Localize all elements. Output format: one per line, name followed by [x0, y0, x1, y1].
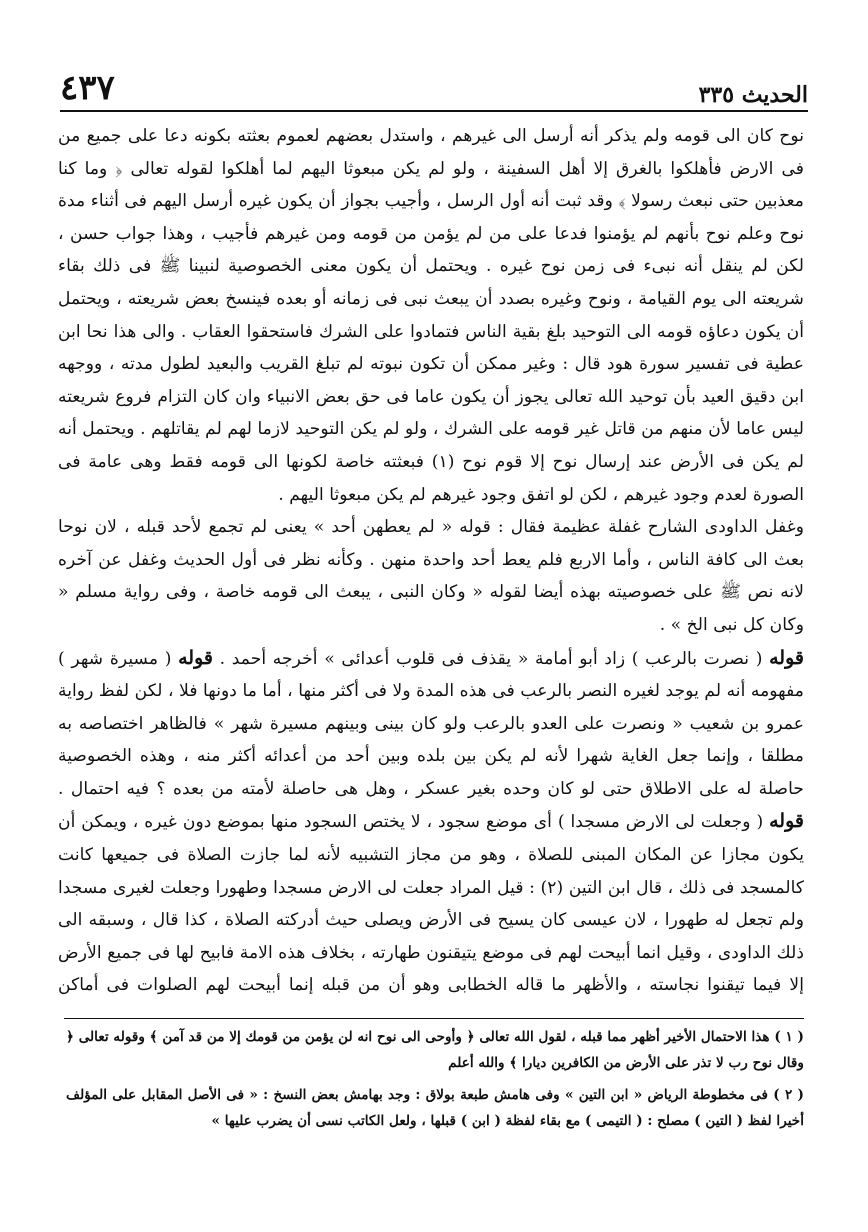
- footnote-2: ( ٢ ) فى مخطوطة الرياض « ابن التين » وفى هامش طبعة بولاق : وجد بهامش بعض النسخ : « فى الأصل المقابل على المؤلف أخيرا لفظ ( التين ) مصلح : ( التيمى ) مع بقاء لفظة ( ابن ) قبلها ، ولعل الكاتب نسى أن يضرب عليها »: [66, 1087, 804, 1129]
- paragraph: [58, 511, 804, 641]
- paragraph-text: نوح كان الى قومه ولم يذكر أنه أرسل الى غيرهم ، واستدل بعضهم لعموم بعثته بكونه دعا على جميع من فى الارض فأهلكوا بالغرق إلا أهل السفينة ، ولو لم يكن مبعوثا اليهم لما أهلكوا لقوله تعالى ﴿ وما كنا معذبين حتى نبعث رسولا ﴾ وقد ثبت أنه أول الرسل ، وأجيب بجواز أن يكون غيره أرسل اليهم فى أثناء مدة نوح وعلم نوح بأنهم لم يؤمنوا فدعا على من لم يؤمن من قومه ومن غيرهم فأجيب ، وهذا جواب حسن ، لكن لم ينقل أنه نبىء فى زمن نوح غيره . ويحتمل أن يكون معنى الخصوصية لنبينا ﷺ فى ذلك بقاء شريعته الى يوم القيامة ، ونوح وغيره بصدد أن يبعث نبى فى زمانه أو بعده فينسخ بعض شريعته ، ويحتمل أن يكون دعاؤه قومه الى التوحيد بلغ بقية الناس فتمادوا على الشرك فاستحقوا العقاب . والى هذا نحا ابن عطية فى تفسير سورة هود قال : وغير ممكن أن تكون نبوته لم تبلغ القريب والبعيد لطول مدته ، ووجهه ابن دقيق العيد بأن توحيد الله تعالى يجوز أن يكون عاما فى حق بعض الانبياء وان كان التزام فروع شريعته ليس عاما لأن منهم من قاتل غير قومه على الشرك ، ولو لم يكن التوحيد لازما لهم لم يقاتلهم . ويحتمل أنه لم يكن فى الأرض عند إرسال نوح إلا قوم نوح (١) فبعثته خاصة لكونها الى قومه فقط وهى عامة فى الصورة لعدم وجود غيرهم ، لكن لو اتفق وجود غيرهم لم يكن مبعوثا اليهم .: [58, 126, 804, 505]
- paragraph: [58, 642, 804, 1001]
- qawluhu-marker: قوله: [769, 810, 804, 833]
- paragraph-text: ( مسيرة شهر ) مفهومه أنه لم يوجد لغيره النصر بالرعب فى هذه المدة ولا فى أكثر منها ، أما ما دونها فلا ، لكن لفظ رواية عمرو بن شعيب « ونصرت على العدو بالرعب ولو كان بينى وبينهم مسيرة شهر » فالظاهر اختصاصه به مطلقا ، وإنما جعل الغاية شهرا لأنه لم يكن بين بلده وبين أحد من أعدائه أكثر منه ، وهذه الخصوصية حاصلة له على الاطلاق حتى لو كان وحده بغير عسكر ، وهل هى حاصلة لأمته من بعده ؟ فيه احتمال .: [58, 648, 804, 799]
- header-rule: [60, 110, 808, 112]
- qawluhu-marker: قوله: [178, 646, 213, 669]
- paragraph: [58, 120, 804, 511]
- footnote-1: ( ١ ) هذا الاحتمال الأخير أظهر مما قبله ، لقول الله تعالى ﴿ وأوحى الى نوح انه لن يؤمن من قومك إلا من قد آمن ﴾ وقوله تعالى ﴿ وقال نوح رب لا تذر على الأرض من الكافرين ديارا ﴾ والله أعلم: [66, 1029, 804, 1071]
- paragraph-text: وغفل الداودى الشارح غفلة عظيمة فقال : قوله « لم يعطهن أحد » يعنى لم تجمع لأحد قبله ، لان نوحا بعث الى كافة الناس ، وأما الاربع فلم يعط أحد واحدة منهن . وكأنه نظر فى أول الحديث وغفل عن آخره لانه نص ﷺ على خصوصيته بهذه أيضا لقوله « وكان النبى ، يبعث الى قومه خاصة ، وفى رواية مسلم « وكان كل نبى الخ » .: [58, 517, 804, 635]
- paragraph-text: ( نصرت بالرعب ) زاد أبو أمامة « يقذف فى قلوب أعدائى » أخرجه أحمد .: [219, 648, 763, 669]
- footnote-rule: [64, 1018, 804, 1019]
- paragraph-text: ( وجعلت لى الارض مسجدا ) أى موضع سجود ، لا يختص السجود منها بموضع دون غيره ، ويمكن أن يكون مجازا عن المكان المبنى للصلاة ، وهو من مجاز التشبيه لأنه لما جازت الصلاة فى جميعها كانت كالمسجد فى ذلك ، قال ابن التين (٢) : قيل المراد جعلت لى الارض مسجدا وطهورا وجعلت لغيرى مسجدا ولم تجعل له طهورا ، لان عيسى كان يسيح فى الأرض ويصلى حيث أدركته الصلاة ، كذا قال ، وسبقه الى ذلك الداودى ، وقيل انما أبيحت لهم فى موضع يتيقنون طهارته ، بخلاف هذه الامة فابيح لها فى جميع الأرض إلا فيما تيقنوا نجاسته ، والأظهر ما قاله الخطابى وهو أن من قبله إنما أبيحت لهم الصلوات فى أماكن: [58, 812, 804, 996]
- footnotes: [66, 1024, 804, 1184]
- page-header: [60, 66, 808, 108]
- running-head: الحديث ٣٣٥: [698, 82, 808, 108]
- page-number: ٤٣٧: [60, 68, 115, 108]
- qawluhu-marker: قوله: [769, 646, 804, 669]
- main-text: [58, 120, 804, 1000]
